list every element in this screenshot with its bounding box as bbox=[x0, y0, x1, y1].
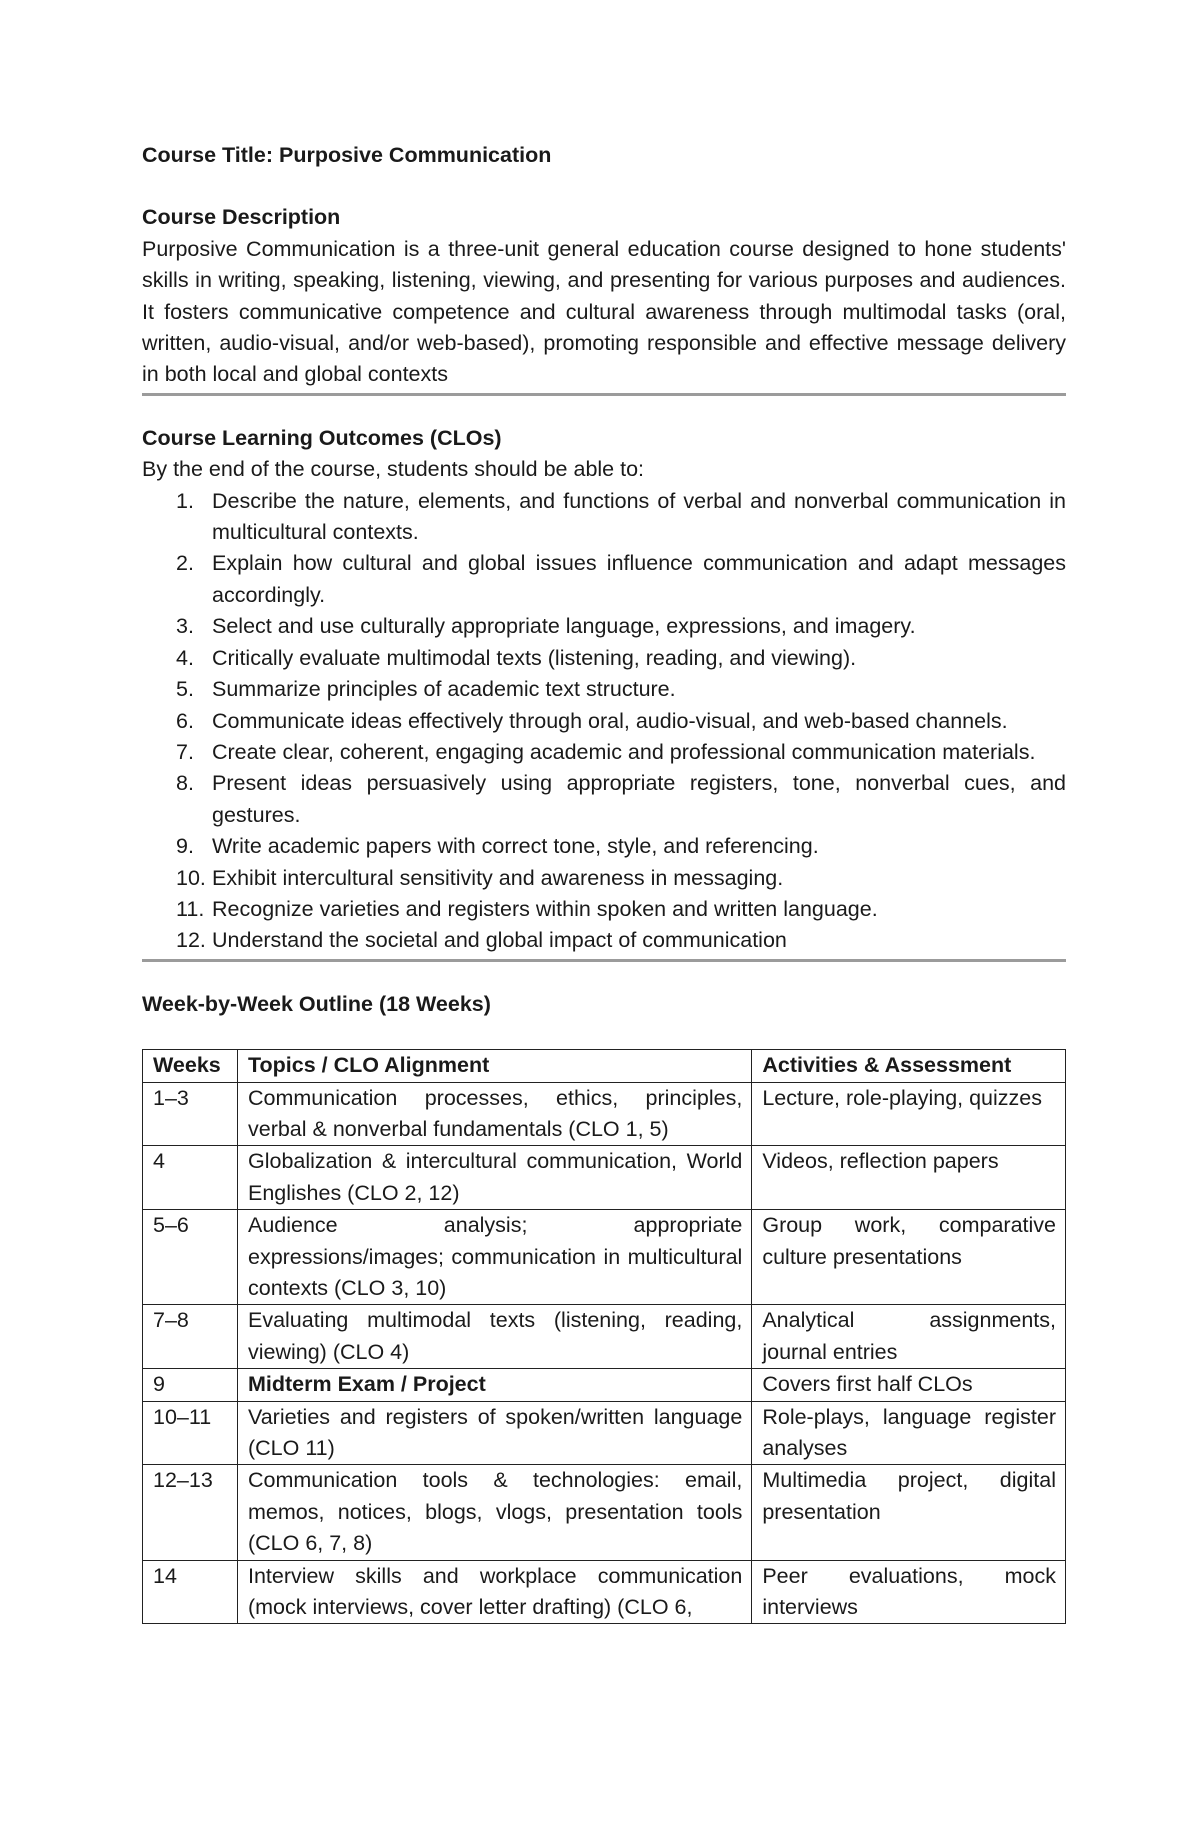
activity-cell: Covers first half CLOs bbox=[752, 1369, 1066, 1401]
clo-number: 7. bbox=[176, 739, 194, 764]
weeks-cell: 9 bbox=[143, 1369, 238, 1401]
clo-text: Create clear, coherent, engaging academic and professional communication materials. bbox=[212, 739, 1036, 764]
weeks-cell: 14 bbox=[143, 1560, 238, 1624]
clo-item bbox=[142, 863, 1066, 894]
topic-cell: Varieties and registers of spoken/written language (CLO 11) bbox=[237, 1401, 751, 1465]
column-header-activities: Activities & Assessment bbox=[752, 1050, 1066, 1082]
clo-item bbox=[142, 768, 1066, 831]
activity-cell: Lecture, role-playing, quizzes bbox=[752, 1082, 1066, 1146]
topic-cell: Communication processes, ethics, principles, verbal & nonverbal fundamentals (CLO 1, 5) bbox=[237, 1082, 751, 1146]
clo-item bbox=[142, 674, 1066, 705]
clo-text: Communicate ideas effectively through oral, audio-visual, and web-based channels. bbox=[212, 708, 1008, 733]
clo-item bbox=[142, 548, 1066, 611]
table-row bbox=[143, 1305, 1066, 1369]
section-divider bbox=[142, 393, 1066, 396]
clo-number: 8. bbox=[176, 771, 194, 796]
clo-text: Explain how cultural and global issues influence communication and adapt messages accordingly. bbox=[212, 551, 1066, 607]
course-title: Course Title: Purposive Communication bbox=[142, 143, 552, 167]
topic-cell: Midterm Exam / Project bbox=[237, 1369, 751, 1401]
clo-item bbox=[142, 737, 1066, 768]
clo-number: 11. bbox=[176, 896, 205, 921]
table-row bbox=[143, 1560, 1066, 1624]
outline-table bbox=[142, 1049, 1066, 1624]
clo-item bbox=[142, 925, 1066, 956]
clo-text: Present ideas persuasively using appropriate registers, tone, nonverbal cues, and gestures. bbox=[212, 771, 1066, 827]
activity-cell: Role-plays, language register analyses bbox=[752, 1401, 1066, 1465]
table-row bbox=[143, 1401, 1066, 1465]
table-row bbox=[143, 1369, 1066, 1401]
table-header-row bbox=[143, 1050, 1066, 1082]
topic-cell: Globalization & intercultural communication, World Englishes (CLO 2, 12) bbox=[237, 1146, 751, 1210]
weeks-cell: 10–11 bbox=[143, 1401, 238, 1465]
clo-item bbox=[142, 486, 1066, 549]
course-description-heading: Course Description bbox=[142, 205, 341, 230]
activity-cell: Analytical assignments, journal entries bbox=[752, 1305, 1066, 1369]
clos-list bbox=[142, 486, 1066, 957]
column-header-topics: Topics / CLO Alignment bbox=[237, 1050, 751, 1082]
clo-number: 10. bbox=[176, 865, 206, 890]
activity-cell: Peer evaluations, mock interviews bbox=[752, 1560, 1066, 1624]
weeks-cell: 4 bbox=[143, 1146, 238, 1210]
weeks-cell: 5–6 bbox=[143, 1210, 238, 1305]
clo-item bbox=[142, 643, 1066, 674]
outline-heading: Week-by-Week Outline (18 Weeks) bbox=[142, 991, 491, 1016]
clo-number: 2. bbox=[176, 551, 194, 576]
clo-number: 1. bbox=[176, 488, 194, 513]
topic-cell: Interview skills and workplace communication (mock interviews, cover letter drafting) (CLO 6, bbox=[237, 1560, 751, 1624]
clo-text: Summarize principles of academic text structure. bbox=[212, 677, 676, 702]
clos-heading: Course Learning Outcomes (CLOs) bbox=[142, 425, 502, 450]
course-description-text: Purposive Communication is a three-unit general education course designed to hone students' skills in writing, speaking, listening, viewing, and presenting for various purposes and audiences. It fosters communicative competence and cultural awareness through multimodal tasks (oral, written, audio-visual, and/or web-based), promoting responsible and effective message delivery in both local and global contexts bbox=[142, 236, 1066, 387]
weeks-cell: 7–8 bbox=[143, 1305, 238, 1369]
column-header-weeks: Weeks bbox=[143, 1050, 238, 1082]
clo-text: Recognize varieties and registers within spoken and written language. bbox=[212, 896, 878, 921]
weeks-cell: 1–3 bbox=[143, 1082, 238, 1146]
clos-intro: By the end of the course, students should be able to: bbox=[142, 457, 645, 482]
weeks-cell: 12–13 bbox=[143, 1465, 238, 1560]
topic-cell: Evaluating multimodal texts (listening, reading, viewing) (CLO 4) bbox=[237, 1305, 751, 1369]
clo-text: Critically evaluate multimodal texts (listening, reading, and viewing). bbox=[212, 645, 857, 670]
section-divider bbox=[142, 959, 1066, 962]
clo-number: 3. bbox=[176, 614, 194, 639]
clo-number: 6. bbox=[176, 708, 194, 733]
topic-cell: Audience analysis; appropriate expressions/images; communication in multicultural contexts (CLO 3, 10) bbox=[237, 1210, 751, 1305]
activity-cell: Group work, comparative culture presentations bbox=[752, 1210, 1066, 1305]
clo-text: Understand the societal and global impact of communication bbox=[212, 928, 787, 953]
clo-number: 9. bbox=[176, 834, 194, 859]
clo-text: Exhibit intercultural sensitivity and awareness in messaging. bbox=[212, 865, 784, 890]
clo-item bbox=[142, 706, 1066, 737]
table-row bbox=[143, 1210, 1066, 1305]
table-row bbox=[143, 1465, 1066, 1560]
clo-item bbox=[142, 611, 1066, 642]
clo-text: Describe the nature, elements, and functions of verbal and nonverbal communication in multicultural contexts. bbox=[212, 488, 1066, 545]
clo-number: 5. bbox=[176, 677, 194, 702]
clo-item bbox=[142, 831, 1066, 862]
topic-cell: Communication tools & technologies: email, memos, notices, blogs, vlogs, presentation tools (CLO 6, 7, 8) bbox=[237, 1465, 751, 1560]
document-page bbox=[142, 140, 1066, 1624]
clo-text: Select and use culturally appropriate language, expressions, and imagery. bbox=[212, 614, 916, 639]
activity-cell: Multimedia project, digital presentation bbox=[752, 1465, 1066, 1560]
clo-text: Write academic papers with correct tone, style, and referencing. bbox=[212, 834, 819, 859]
table-row bbox=[143, 1146, 1066, 1210]
clo-number: 12. bbox=[176, 928, 206, 953]
activity-cell: Videos, reflection papers bbox=[752, 1146, 1066, 1210]
clo-item bbox=[142, 894, 1066, 925]
clo-number: 4. bbox=[176, 645, 194, 670]
table-row bbox=[143, 1082, 1066, 1146]
